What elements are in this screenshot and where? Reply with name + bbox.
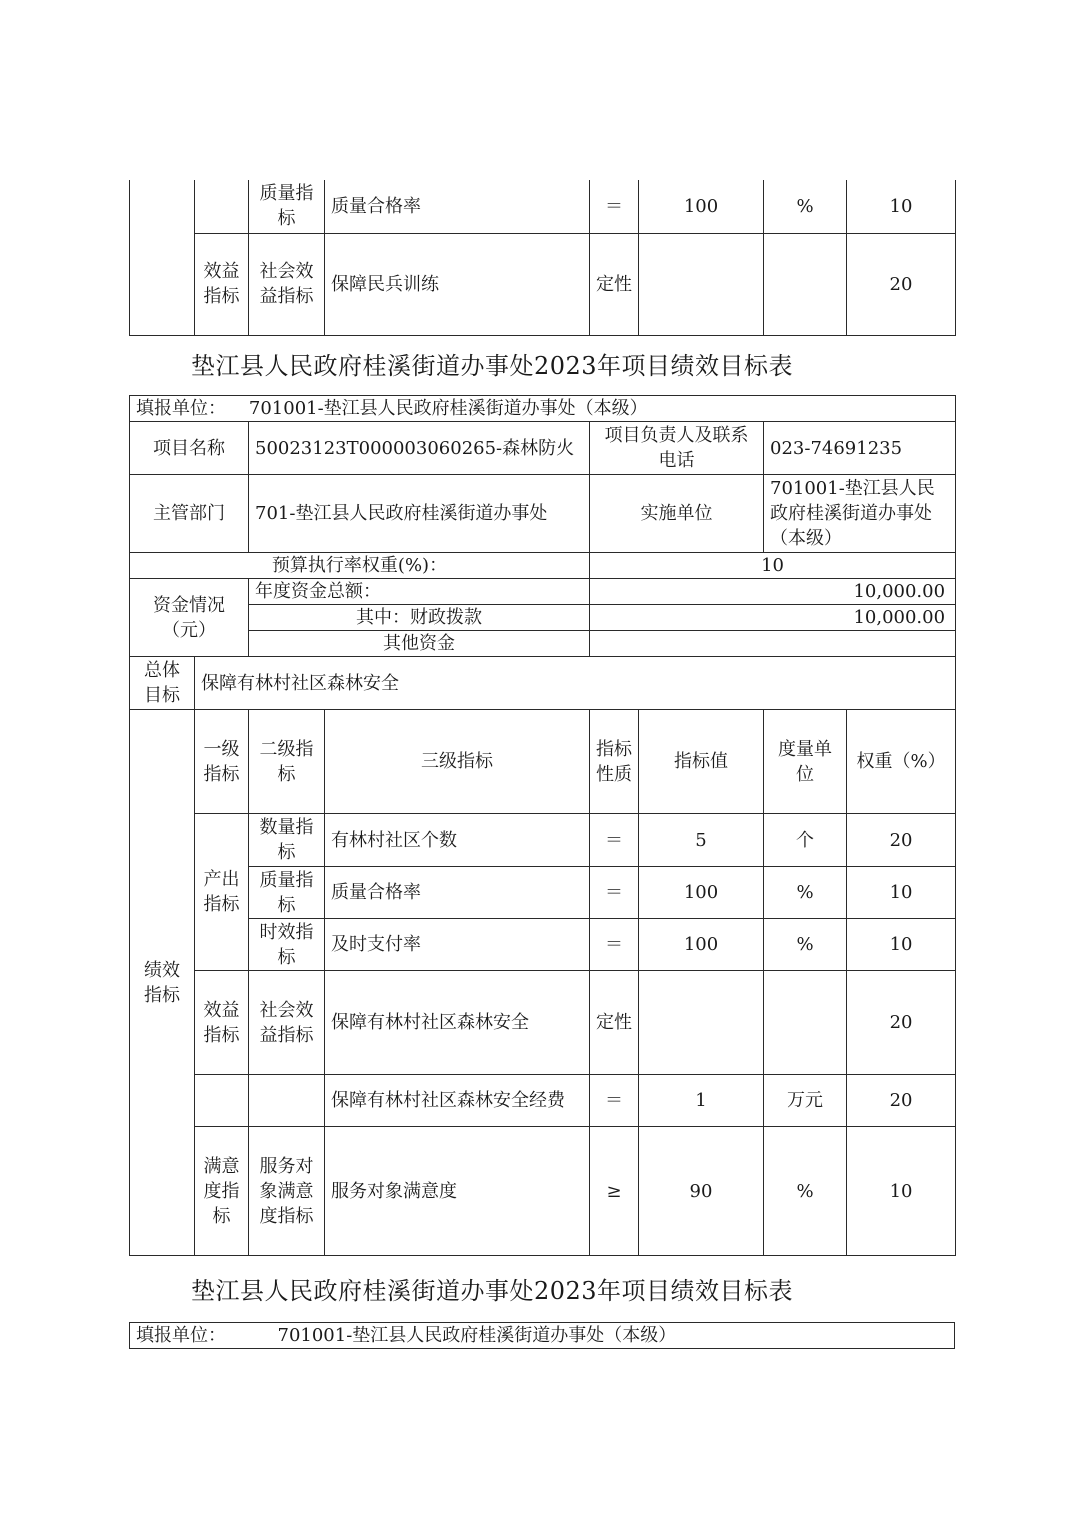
impl-label: 实施单位 (590, 475, 764, 553)
level3-cell: 保障民兵训练 (325, 233, 590, 335)
unit-cell (764, 971, 847, 1075)
form2-title: 垫江县人民政府桂溪街道办事处2023年项目绩效目标表 (190, 1277, 794, 1305)
level2-cell: 社会效益指标 (249, 971, 325, 1075)
level1-cell (195, 1075, 249, 1127)
nature-cell: ＝ (590, 1075, 639, 1127)
nature-cell: ＝ (590, 180, 639, 233)
budget-weight-value: 10 (590, 553, 956, 579)
level3-cell: 保障有林村社区森林安全经费 (325, 1075, 590, 1127)
value-cell: 100 (639, 919, 764, 971)
table-row (130, 1127, 956, 1256)
project-name-value: 50023123T000003060265-森林防火 (249, 422, 590, 475)
nature-cell: ＝ (590, 814, 639, 867)
funds-fiscal-label: 其中：财政拨款 (249, 605, 590, 631)
weight-cell: 10 (847, 180, 956, 233)
level2-cell: 社会效益指标 (249, 233, 325, 335)
table-row (130, 814, 956, 867)
unit-cell: % (764, 919, 847, 971)
perf-label-cell (130, 180, 195, 335)
value-cell: 100 (639, 867, 764, 919)
table-row (130, 1075, 956, 1127)
level1-cell: 效益指标 (195, 233, 249, 335)
group-output: 产出指标 (195, 814, 249, 971)
performance-form-1 (129, 395, 956, 1256)
funds-other-label: 其他资金 (249, 631, 590, 657)
value-cell: 1 (639, 1075, 764, 1127)
funds-other-value (590, 631, 956, 657)
unit-cell: 万元 (764, 1075, 847, 1127)
weight-cell: 10 (847, 919, 956, 971)
form1-title: 垫江县人民政府桂溪街道办事处2023年项目绩效目标表 (190, 352, 794, 380)
weight-cell: 10 (847, 1127, 956, 1256)
performance-form-2 (129, 1322, 955, 1349)
header-value: 指标值 (639, 710, 764, 814)
header-level2: 二级指标 (249, 710, 325, 814)
value-cell (639, 233, 764, 335)
level2-cell: 时效指标 (249, 919, 325, 971)
header-weight: 权重（%） (847, 710, 956, 814)
nature-cell: 定性 (590, 971, 639, 1075)
header-level3: 三级指标 (325, 710, 590, 814)
weight-cell: 20 (847, 233, 956, 335)
level3-cell: 质量合格率 (325, 867, 590, 919)
value-cell: 90 (639, 1127, 764, 1256)
unit-cell: 个 (764, 814, 847, 867)
value-cell: 5 (639, 814, 764, 867)
overall-label: 总体目标 (130, 657, 195, 710)
level2-cell: 服务对象满意度指标 (249, 1127, 325, 1256)
level2-cell: 数量指标 (249, 814, 325, 867)
table-row (130, 919, 956, 971)
overall-value: 保障有林村社区森林安全 (195, 657, 956, 710)
header-nature: 指标性质 (590, 710, 639, 814)
funds-total-value: 10,000.00 (590, 579, 956, 605)
table-row (130, 971, 956, 1075)
level2-cell: 质量指标 (249, 867, 325, 919)
nature-cell: ＝ (590, 867, 639, 919)
level2-cell (249, 1075, 325, 1127)
dept-label: 主管部门 (130, 475, 249, 553)
funds-total-label: 年度资金总额： (249, 579, 590, 605)
level3-cell: 服务对象满意度 (325, 1127, 590, 1256)
value-cell: 100 (639, 180, 764, 233)
table-row (130, 867, 956, 919)
funds-fiscal-value: 10,000.00 (590, 605, 956, 631)
level3-cell: 及时支付率 (325, 919, 590, 971)
nature-cell: 定性 (590, 233, 639, 335)
level3-cell: 质量合格率 (325, 180, 590, 233)
unit-cell: % (764, 1127, 847, 1256)
contact-value: 023-74691235 (764, 422, 956, 475)
header-unit: 度量单位 (764, 710, 847, 814)
dept-value: 701-垫江县人民政府桂溪街道办事处 (249, 475, 590, 553)
filling-unit-value: 701001-垫江县人民政府桂溪街道办事处（本级） (248, 398, 648, 419)
filling-unit-value: 701001-垫江县人民政府桂溪街道办事处（本级） (277, 1325, 677, 1346)
unit-cell: % (764, 180, 847, 233)
group-benefit: 效益指标 (195, 971, 249, 1075)
weight-cell: 20 (847, 814, 956, 867)
header-level1: 一级指标 (195, 710, 249, 814)
filling-unit-row (130, 396, 956, 422)
unit-cell (764, 233, 847, 335)
weight-cell: 20 (847, 971, 956, 1075)
contact-label: 项目负责人及联系电话 (590, 422, 764, 475)
perf-label: 绩效指标 (130, 710, 195, 1256)
filling-unit-label: 填报单位： (136, 1325, 226, 1346)
nature-cell: ≥ (590, 1127, 639, 1256)
value-cell (639, 971, 764, 1075)
level3-cell: 有林村社区个数 (325, 814, 590, 867)
budget-weight-label: 预算执行率权重(%)： (130, 553, 590, 579)
continuation-table (129, 180, 956, 336)
filling-unit-label: 填报单位： (136, 398, 226, 419)
level1-cell (195, 180, 249, 233)
unit-cell: % (764, 867, 847, 919)
project-name-label: 项目名称 (130, 422, 249, 475)
level3-cell: 保障有林村社区森林安全 (325, 971, 590, 1075)
weight-cell: 20 (847, 1075, 956, 1127)
level2-cell: 质量指标 (249, 180, 325, 233)
weight-cell: 10 (847, 867, 956, 919)
group-satisfaction: 满意度指标 (195, 1127, 249, 1256)
nature-cell: ＝ (590, 919, 639, 971)
impl-value: 701001-垫江县人民政府桂溪街道办事处（本级） (764, 475, 956, 553)
filling-unit-row (130, 1323, 955, 1349)
funds-label: 资金情况（元） (130, 579, 249, 657)
